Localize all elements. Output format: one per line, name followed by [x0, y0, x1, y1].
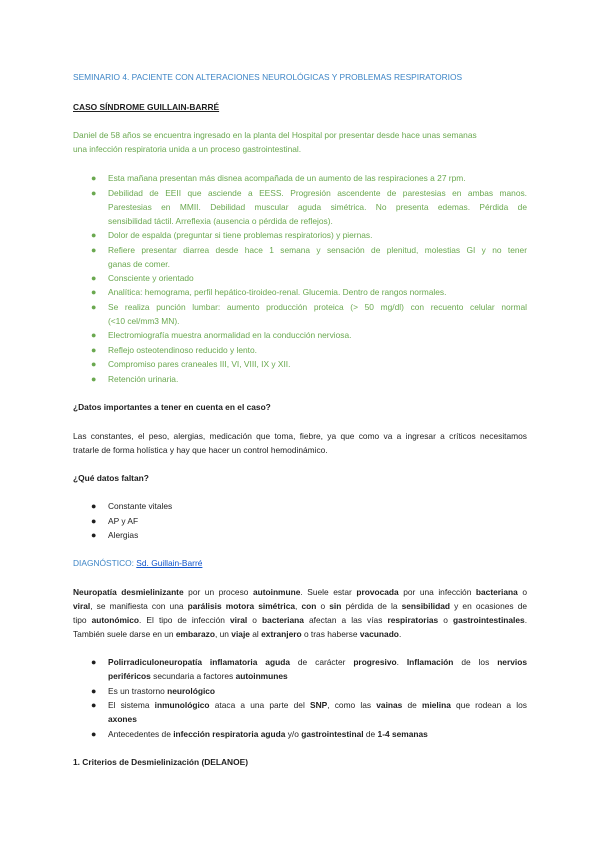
missing-data-item: AP y AF	[108, 516, 139, 526]
definition-line	[73, 601, 527, 612]
finding-item: Electromiografía muestra anormalidad en la conducción nerviosa.	[108, 330, 352, 340]
text-run: afectan a las vías	[303, 615, 388, 625]
text-run: o	[517, 587, 527, 597]
finding-item-cont: (<10 cel/mm3 MN).	[108, 316, 180, 326]
case-intro-line: una infección respiratoria unida a un proceso gastrointestinal.	[73, 144, 302, 154]
missing-data-item: Constante vitales	[108, 501, 173, 511]
case-intro-line: Daniel de 58 años se encuentra ingresado en la planta del Hospital por presentar desde hace unas semanas	[73, 130, 477, 140]
bold-term: autoinmune	[252, 587, 301, 597]
text-run: Es un trastorno	[108, 686, 168, 696]
text-run: o	[438, 615, 454, 625]
bullet-dot: ●	[91, 273, 97, 283]
bold-term: autonómico	[91, 615, 140, 625]
text-run: ,	[295, 601, 302, 611]
text-run: tipo	[73, 615, 92, 625]
text-run: , como las	[327, 700, 377, 710]
bold-term: mielina	[422, 700, 451, 710]
diagnosis-heading	[73, 558, 202, 569]
bold-term: embarazo	[175, 629, 215, 639]
bullet-dot: ●	[91, 330, 97, 340]
text-run: de carácter	[289, 657, 354, 667]
finding-item-cont: sensibilidad táctil. Arreflexia (ausencia o pérdida de reflejos).	[108, 216, 333, 226]
bullet-dot: ●	[91, 173, 97, 183]
text-run: , se manifiesta con una	[90, 601, 188, 611]
definition-line	[73, 615, 527, 626]
bullet-dot: ●	[91, 188, 97, 198]
text-run: de	[402, 700, 422, 710]
bold-term: vacunado	[359, 629, 399, 639]
bullet-dot: ●	[91, 230, 97, 240]
text-run: ataca a una parte del	[209, 700, 310, 710]
feature-item	[108, 657, 527, 668]
case-title: CASO SÍNDROME GUILLAIN-BARRÉ	[73, 102, 220, 112]
text-run: El sistema	[108, 700, 155, 710]
definition-line	[73, 629, 401, 640]
text-run: Antecedentes de	[108, 729, 174, 739]
feature-item	[108, 686, 215, 697]
answer-line: Las constantes, el peso, alergias, medicación que toma, fiebre, ya que como va a ingresar a críticos necesitamos	[73, 431, 527, 441]
bold-term: respiratorias	[387, 615, 439, 625]
bold-term: con	[301, 601, 317, 611]
bold-term: periféricos	[108, 671, 151, 681]
bullet-dot: ●	[91, 374, 97, 384]
feature-item	[108, 700, 527, 711]
bold-term: vainas	[376, 700, 403, 710]
bold-term: progresivo	[353, 657, 397, 667]
bold-term: Inflamación	[406, 657, 454, 667]
text-run: de	[363, 729, 378, 739]
bullet-dot: ●	[91, 345, 97, 355]
bold-term: neurológico	[167, 686, 216, 696]
bullet-dot: ●	[91, 657, 97, 667]
finding-item: Consciente y orientado	[108, 273, 194, 283]
text-run: por un proceso	[183, 587, 253, 597]
finding-item-cont: Parestesias en MMII. Debilidad muscular aguda simétrica. No presenta edemas. Pérdida de	[108, 202, 527, 212]
text-run: secundaria a factores	[150, 671, 236, 681]
text-run: .	[398, 629, 402, 639]
finding-item: Debilidad de EEII que asciende a EESS. Progresión ascendente de parestesias en ambas manos.	[108, 188, 527, 198]
finding-item: Compromiso pares craneales III, VI, VIII, IX y XII.	[108, 359, 291, 369]
diagnosis-label: DIAGNÓSTICO:	[73, 558, 134, 568]
text-run: o tras haberse	[301, 629, 360, 639]
bullet-dot: ●	[91, 700, 97, 710]
definition-line	[73, 587, 527, 598]
bold-term: extranjero	[261, 629, 302, 639]
text-run: que rodean a los	[450, 700, 527, 710]
bold-term: viral	[230, 615, 248, 625]
question-heading: ¿Qué datos faltan?	[73, 473, 149, 483]
bullet-dot: ●	[91, 302, 97, 312]
text-run: y en ocasiones de	[450, 601, 528, 611]
text-run: o	[247, 615, 263, 625]
finding-item: Retención urinaria.	[108, 374, 179, 384]
text-run: . Suele estar	[300, 587, 357, 597]
bold-term: gastrointestinal	[301, 729, 364, 739]
text-run: También suele darse en un	[73, 629, 176, 639]
bold-term: Neuropatía desmielinizante	[73, 587, 184, 597]
diagnosis-link[interactable]: Sd. Guillain-Barré	[136, 558, 203, 568]
page-title: SEMINARIO 4. PACIENTE CON ALTERACIONES NEUROLÓGICAS Y PROBLEMAS RESPIRATORIOS	[73, 72, 463, 82]
text-run: o	[316, 601, 330, 611]
bold-term: 1-4 semanas	[377, 729, 428, 739]
finding-item: Analítica: hemograma, perfil hepático-tiroideo-renal. Glucemia. Dentro de rangos normales.	[108, 287, 447, 297]
text-run: pérdida de la	[341, 601, 402, 611]
finding-item: Reflejo osteotendinoso reducido y lento.	[108, 345, 257, 355]
bold-term: infección respiratoria aguda	[173, 729, 286, 739]
missing-data-item: Alergias	[108, 530, 139, 540]
section-heading: 1. Criterios de Desmielinización (DELANOE)	[73, 757, 248, 767]
feature-item-cont	[108, 671, 288, 682]
text-run: al	[249, 629, 262, 639]
bold-term: SNP	[309, 700, 328, 710]
bold-term: autoinmunes	[235, 671, 288, 681]
text-run: . El tipo de infección	[139, 615, 231, 625]
bold-term: sensibilidad	[401, 601, 451, 611]
bold-term: inmunológico	[154, 700, 210, 710]
bold-term: sin	[329, 601, 342, 611]
bold-term: axones	[108, 714, 137, 724]
bullet-dot: ●	[91, 516, 97, 526]
finding-item: Refiere presentar diarrea desde hace 1 semana y sensación de plenitud, molestias GI y no tener	[108, 245, 527, 255]
finding-item: Esta mañana presentan más disnea acompañada de un aumento de las respiraciones a 27 rpm.	[108, 173, 466, 183]
bold-term: parálisis motora simétrica	[187, 601, 296, 611]
finding-item: Se realiza punción lumbar: aumento producción proteica (> 50 mg/dl) con recuento celular normal	[108, 302, 527, 312]
feature-item-cont	[108, 714, 137, 725]
text-run: .	[396, 657, 407, 667]
bullet-dot: ●	[91, 359, 97, 369]
bold-term: provocada	[356, 587, 399, 597]
bullet-dot: ●	[91, 686, 97, 696]
bold-term: nervios	[497, 657, 527, 667]
finding-item-cont: ganas de comer.	[108, 259, 170, 269]
bullet-dot: ●	[91, 729, 97, 739]
bold-term: bacteriana	[262, 615, 304, 625]
text-run: y/o	[285, 729, 302, 739]
feature-item	[108, 729, 428, 740]
question-heading: ¿Datos importantes a tener en cuenta en el caso?	[73, 402, 271, 412]
finding-item: Dolor de espalda (preguntar si tiene problemas respiratorios) y piernas.	[108, 230, 373, 240]
bold-term: gastrointestinales	[453, 615, 525, 625]
bullet-dot: ●	[91, 501, 97, 511]
bold-term: viaje	[231, 629, 250, 639]
bold-term: bacteriana	[475, 587, 518, 597]
text-run: .	[524, 615, 528, 625]
text-run: por una infección	[398, 587, 476, 597]
bold-term: viral	[73, 601, 91, 611]
bullet-dot: ●	[91, 530, 97, 540]
answer-line: tratarle de forma holística y hay que hacer un control hemodinámico.	[73, 445, 328, 455]
bold-term: Polirradiculoneuropatía inflamatoria aguda	[108, 657, 290, 667]
text-run: de los	[453, 657, 498, 667]
bullet-dot: ●	[91, 287, 97, 297]
bullet-dot: ●	[91, 245, 97, 255]
text-run: , un	[215, 629, 232, 639]
